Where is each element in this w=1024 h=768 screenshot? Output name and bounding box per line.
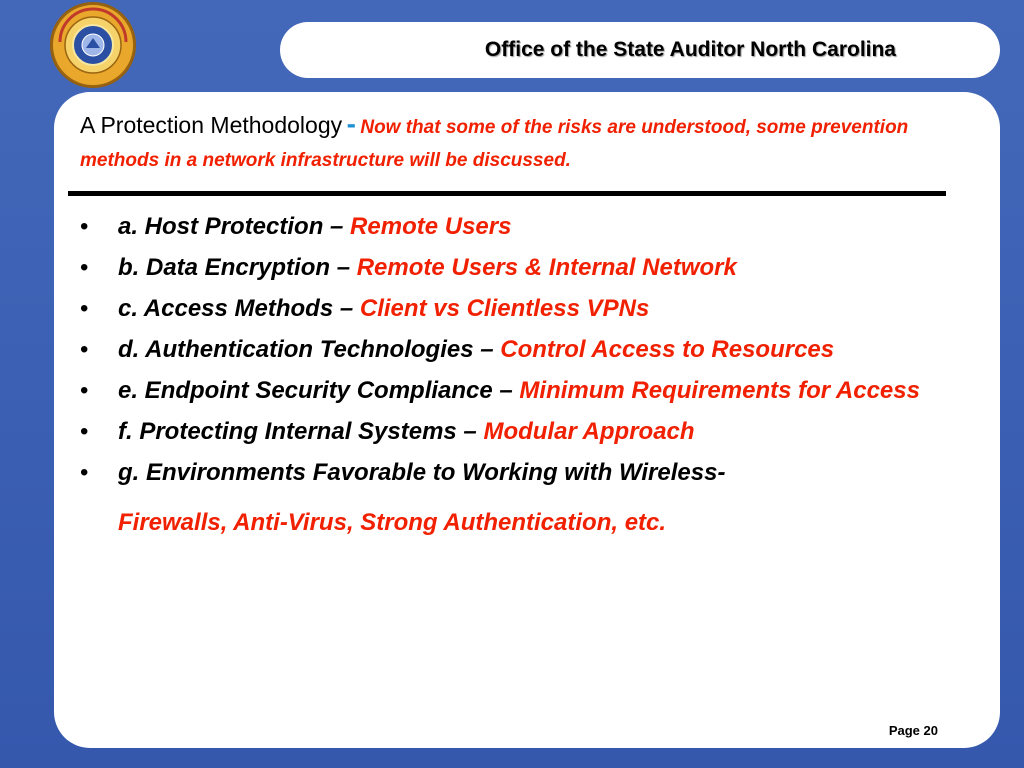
bullet-dot-icon: •	[80, 295, 89, 322]
slide-content-panel	[54, 92, 1000, 748]
bullet-detail: Control Access to Resources	[500, 336, 835, 363]
bullet-detail: Client vs Clientless VPNs	[359, 295, 650, 322]
bullet-item	[72, 210, 932, 243]
page-number: Page 20	[888, 723, 938, 738]
bullet-item	[72, 292, 932, 325]
bullet-item	[72, 333, 932, 366]
header-title: Office of the State Auditor North Carolina	[484, 38, 896, 61]
bullet-topic: c. Access Methods –	[118, 295, 354, 322]
bullet-detail: Firewalls, Anti-Virus, Strong Authentication, etc.	[118, 509, 667, 536]
header-banner	[280, 22, 1000, 78]
bullet-dot-icon: •	[80, 254, 89, 281]
bullet-topic: g. Environments Favorable to Working with Wireless-	[118, 459, 726, 486]
bullet-topic: f. Protecting Internal Systems –	[118, 418, 477, 445]
title-divider	[68, 191, 946, 196]
bullet-item	[72, 415, 932, 448]
bullet-detail: Minimum Requirements for Access	[519, 377, 920, 404]
bullet-item	[72, 251, 932, 284]
seal-icon	[50, 2, 136, 88]
slide-title	[80, 108, 960, 178]
bullet-topic: b. Data Encryption –	[118, 254, 351, 281]
bullet-dot-icon: •	[80, 459, 89, 486]
seal-text	[50, 88, 51, 89]
bullet-item	[72, 374, 932, 407]
slide-title-dash: -	[346, 108, 356, 139]
bullet-topic: d. Authentication Technologies –	[118, 336, 494, 363]
slide-title-main: A Protection Methodology	[80, 112, 343, 138]
bullet-detail: Remote Users	[350, 213, 512, 240]
bullet-detail: Modular Approach	[483, 418, 695, 445]
bullet-detail: Remote Users & Internal Network	[356, 254, 737, 281]
bullet-dot-icon: •	[80, 213, 89, 240]
bullet-topic: a. Host Protection –	[118, 213, 344, 240]
bullet-dot-icon: •	[80, 418, 89, 445]
bullet-dot-icon: •	[80, 336, 89, 363]
slide-title-subtitle: Now that some of the risks are understood, some prevention methods in a network infrastructure will be discussed.	[80, 117, 909, 171]
bullet-item	[72, 456, 932, 539]
bullet-topic: e. Endpoint Security Compliance –	[118, 377, 513, 404]
state-seal-logo	[50, 2, 136, 88]
bullet-dot-icon: •	[80, 377, 89, 404]
bullet-list	[72, 210, 932, 547]
